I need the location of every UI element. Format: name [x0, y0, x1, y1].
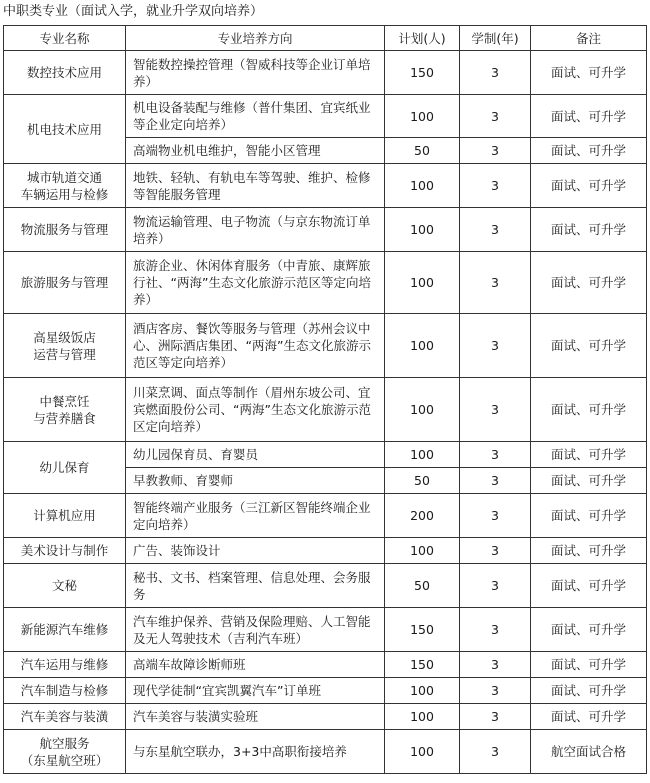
major-name: 美术设计与制作	[4, 538, 126, 564]
table-row	[4, 564, 647, 608]
table-row	[4, 51, 647, 95]
header-direction: 专业培养方向	[126, 26, 385, 51]
plan-count: 100	[385, 208, 460, 252]
major-name: 机电技术应用	[4, 95, 126, 164]
major-name: 旅游服务与管理	[4, 252, 126, 314]
remark: 面试、可升学	[531, 378, 647, 442]
remark: 面试、可升学	[531, 138, 647, 164]
table-row	[4, 704, 647, 730]
header-row	[4, 26, 647, 51]
table-row	[4, 730, 647, 774]
remark: 面试、可升学	[531, 564, 647, 608]
duration-years: 3	[460, 704, 531, 730]
table-row	[4, 678, 647, 704]
training-direction: 物流运输管理、电子物流（与京东物流订单培养）	[126, 208, 385, 252]
table-row	[4, 442, 647, 468]
training-direction: 智能终端产业服务（三江新区智能终端企业定向培养）	[126, 494, 385, 538]
remark: 面试、可升学	[531, 442, 647, 468]
plan-count: 50	[385, 138, 460, 164]
remark: 面试、可升学	[531, 468, 647, 494]
plan-count: 100	[385, 378, 460, 442]
remark: 面试、可升学	[531, 608, 647, 652]
training-direction: 汽车维护保养、营销及保险理赔、人工智能及无人驾驶技术（吉利汽车班）	[126, 608, 385, 652]
duration-years: 3	[460, 51, 531, 95]
duration-years: 3	[460, 494, 531, 538]
major-name: 航空服务 （东星航空班）	[4, 730, 126, 774]
remark: 面试、可升学	[531, 164, 647, 208]
table-row	[4, 378, 647, 442]
table-row	[4, 252, 647, 314]
plan-count: 200	[385, 494, 460, 538]
plan-count: 100	[385, 442, 460, 468]
plan-count: 150	[385, 51, 460, 95]
plan-count: 100	[385, 252, 460, 314]
header-plan: 计划(人)	[385, 26, 460, 51]
plan-count: 100	[385, 314, 460, 378]
major-name: 幼儿保育	[4, 442, 126, 494]
major-name: 城市轨道交通 车辆运用与检修	[4, 164, 126, 208]
major-name: 汽车美容与装潢	[4, 704, 126, 730]
training-direction: 秘书、文书、档案管理、信息处理、会务服务	[126, 564, 385, 608]
plan-count: 50	[385, 564, 460, 608]
duration-years: 3	[460, 730, 531, 774]
remark: 面试、可升学	[531, 704, 647, 730]
remark: 面试、可升学	[531, 95, 647, 138]
training-direction: 川菜烹调、面点等制作（眉州东坡公司、宜宾燃面股份公司、“两海”生态文化旅游示范区定向培养）	[126, 378, 385, 442]
duration-years: 3	[460, 442, 531, 468]
training-direction: 早教教师、育婴师	[126, 468, 385, 494]
major-name: 数控技术应用	[4, 51, 126, 95]
plan-count: 150	[385, 608, 460, 652]
table-caption: 中职类专业（面试入学，就业升学双向培养）	[3, 4, 264, 19]
major-name: 文秘	[4, 564, 126, 608]
table-row	[4, 608, 647, 652]
duration-years: 3	[460, 314, 531, 378]
duration-years: 3	[460, 564, 531, 608]
header-note: 备注	[531, 26, 647, 51]
training-direction: 高端物业机电维护，智能小区管理	[126, 138, 385, 164]
duration-years: 3	[460, 378, 531, 442]
remark: 面试、可升学	[531, 252, 647, 314]
duration-years: 3	[460, 138, 531, 164]
remark: 面试、可升学	[531, 494, 647, 538]
training-direction: 广告、装饰设计	[126, 538, 385, 564]
plan-count: 100	[385, 95, 460, 138]
table-row	[4, 494, 647, 538]
duration-years: 3	[460, 652, 531, 678]
remark: 面试、可升学	[531, 314, 647, 378]
remark: 面试、可升学	[531, 208, 647, 252]
table-row	[4, 314, 647, 378]
remark: 面试、可升学	[531, 678, 647, 704]
remark: 面试、可升学	[531, 652, 647, 678]
majors-table	[3, 25, 647, 774]
major-name: 新能源汽车维修	[4, 608, 126, 652]
plan-count: 150	[385, 652, 460, 678]
table-row	[4, 652, 647, 678]
header-years: 学制(年)	[460, 26, 531, 51]
training-direction: 高端车故障诊断师班	[126, 652, 385, 678]
duration-years: 3	[460, 164, 531, 208]
training-direction: 智能数控操控管理（智威科技等企业订单培养）	[126, 51, 385, 95]
duration-years: 3	[460, 252, 531, 314]
duration-years: 3	[460, 678, 531, 704]
duration-years: 3	[460, 538, 531, 564]
remark: 面试、可升学	[531, 538, 647, 564]
plan-count: 100	[385, 730, 460, 774]
major-name: 计算机应用	[4, 494, 126, 538]
duration-years: 3	[460, 608, 531, 652]
training-direction: 地铁、轻轨、有轨电车等驾驶、维护、检修等智能服务管理	[126, 164, 385, 208]
training-direction: 幼儿园保育员、育婴员	[126, 442, 385, 468]
major-name: 汽车运用与维修	[4, 652, 126, 678]
plan-count: 100	[385, 538, 460, 564]
plan-count: 50	[385, 468, 460, 494]
duration-years: 3	[460, 468, 531, 494]
training-direction: 旅游企业、休闲体育服务（中青旅、康辉旅行社、“两海”生态文化旅游示范区等定向培养）	[126, 252, 385, 314]
header-name: 专业名称	[4, 26, 126, 51]
remark: 航空面试合格	[531, 730, 647, 774]
duration-years: 3	[460, 208, 531, 252]
plan-count: 100	[385, 678, 460, 704]
plan-count: 100	[385, 164, 460, 208]
training-direction: 汽车美容与装潢实验班	[126, 704, 385, 730]
duration-years: 3	[460, 95, 531, 138]
major-name: 高星级饭店 运营与管理	[4, 314, 126, 378]
training-direction: 酒店客房、餐饮等服务与管理（苏州会议中心、洲际酒店集团、“两海”生态文化旅游示范区等定向培养）	[126, 314, 385, 378]
remark: 面试、可升学	[531, 51, 647, 95]
table-row	[4, 164, 647, 208]
major-name: 中餐烹饪 与营养膳食	[4, 378, 126, 442]
table-row	[4, 95, 647, 138]
training-direction: 现代学徒制“宜宾凯翼汽车”订单班	[126, 678, 385, 704]
table-row	[4, 538, 647, 564]
plan-count: 100	[385, 704, 460, 730]
major-name: 物流服务与管理	[4, 208, 126, 252]
training-direction: 与东星航空联办，3+3中高职衔接培养	[126, 730, 385, 774]
table-row	[4, 208, 647, 252]
training-direction: 机电设备装配与维修（普什集团、宜宾纸业等企业定向培养）	[126, 95, 385, 138]
major-name: 汽车制造与检修	[4, 678, 126, 704]
